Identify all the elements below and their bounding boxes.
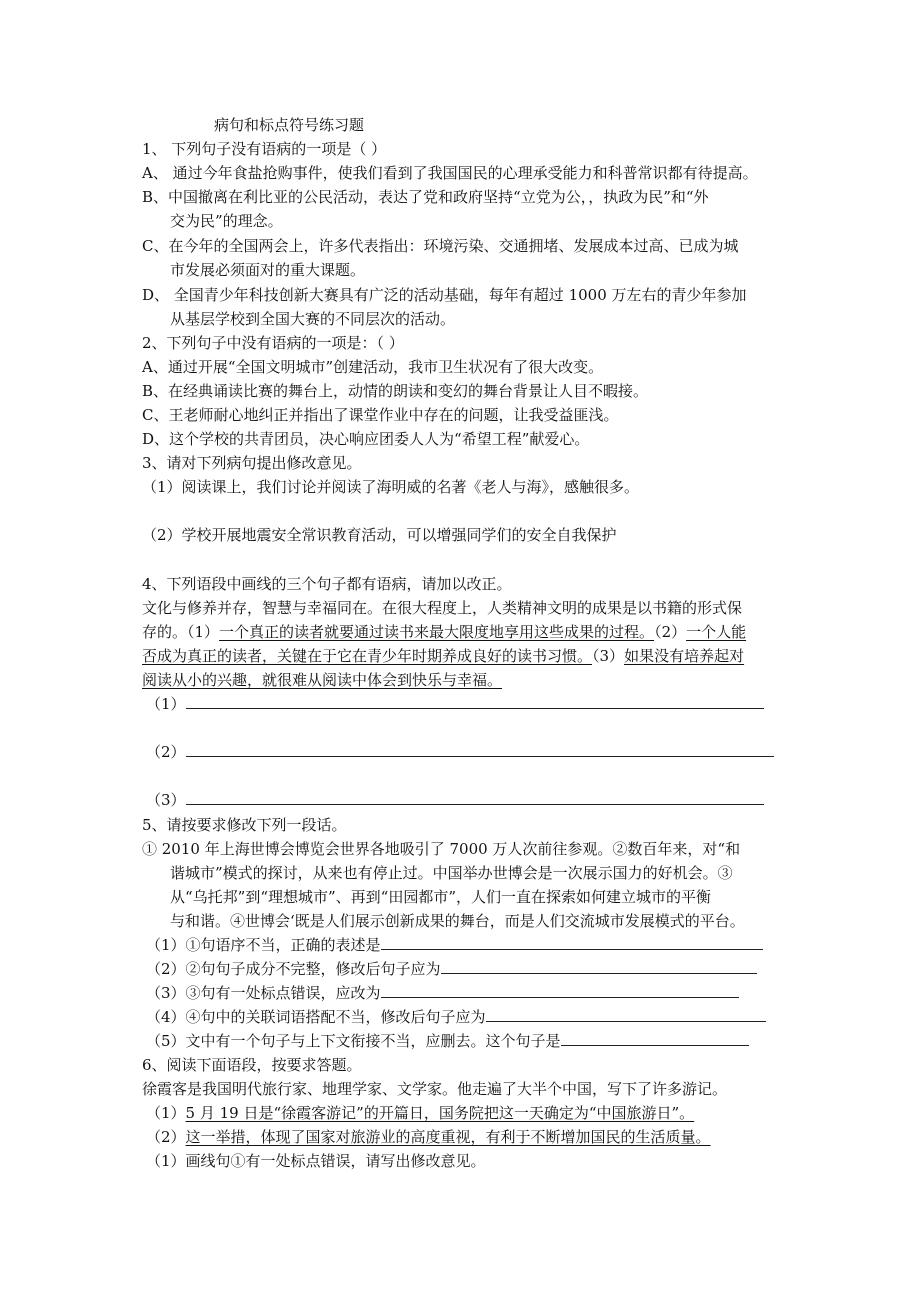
q5-item-3-blank[interactable] (381, 983, 739, 998)
q4-underlined-sentence-2: 一个人能 (686, 623, 747, 641)
q3-sentence-1: （1）阅读课上，我们讨论并阅读了海明威的名著《老人与海》，感触很多。 (142, 478, 640, 496)
q4-passage-line2 (142, 622, 746, 642)
q5-passage-line3: 从“乌托邦”到“理想城市”、再到“田园都市”，人们一直在探索如何建立城市的平衡 (170, 888, 712, 906)
q5-item-5-blank[interactable] (561, 1031, 749, 1046)
q4-answer-1-blank[interactable] (186, 694, 764, 709)
q5-item-4 (146, 1007, 766, 1027)
q4-answer-3-label: （3） (146, 791, 186, 809)
q1-option-c-line1: C、在今年的全国两会上，许多代表指出：环境污染、交通拥堵、发展成本过高、已成为城 (142, 237, 739, 255)
q4-answer-3 (146, 790, 764, 810)
q4-text: （3） (592, 647, 625, 665)
q4-answer-2-blank[interactable] (186, 742, 774, 757)
q4-passage-line4 (142, 670, 502, 690)
q2-option-d: D、这个学校的共青团员，决心响应团委人人为“希望工程”献爱心。 (142, 430, 590, 448)
q5-item-4-blank[interactable] (486, 1007, 766, 1022)
q2-option-a: A、通过开展“全国文明城市”创建活动，我市卫生状况有了很大改变。 (142, 358, 604, 376)
q4-underlined-sentence-3: 阅读从小的兴趣，就很难从阅读中体会到快乐与幸福。 (142, 671, 503, 689)
q5-passage-line2: 谐城市”模式的探讨，从来也有停止过。中国举办世博会是一次展示国力的好机会。③ (170, 864, 733, 882)
q2-option-c: C、王老师耐心地纠正并指出了课堂作业中存在的问题，让我受益匪浅。 (142, 406, 619, 424)
q4-underlined-sentence-1: 一个真正的读者就要通过读书来最大限度地享用这些成果的过程。 (219, 623, 655, 641)
q1-option-b-line2: 交为民”的理念。 (170, 212, 283, 230)
q3-sentence-2: （2）学校开展地震安全常识教育活动，可以增强同学们的安全自我保护 (142, 526, 617, 544)
q5-item-1 (146, 935, 763, 955)
q1-option-c-line2: 市发展必须面对的重大课题。 (170, 261, 366, 279)
q1-stem: 1、 下列句子没有语病的一项是（ ） (142, 140, 387, 158)
q6-underlined-sentence-2: 这一举措，体现了国家对旅游业的高度重视，有利于不断增加国民的生活质量。 (185, 1128, 711, 1146)
q4-answer-2-label: （2） (146, 743, 186, 761)
q6-stem: 6、阅读下面语段，按要求答题。 (142, 1056, 362, 1074)
q4-answer-1 (146, 694, 764, 714)
q4-text: （2） (654, 623, 687, 641)
q4-underlined-sentence-2: 否成为真正的读者，关键在于它在青少年时期养成良好的读书习惯。 (142, 647, 593, 665)
q5-stem: 5、请按要求修改下列一段话。 (142, 816, 347, 834)
q5-item-4-text: （4）④句中的关联词语搭配不当，修改后句子应为 (146, 1008, 486, 1026)
q5-item-1-text: （1）①句语序不当，正确的表述是 (146, 936, 381, 954)
page-title: 病句和标点符号练习题 (214, 116, 365, 134)
q5-item-2-blank[interactable] (441, 959, 757, 974)
q5-item-3-text: （3）③句有一处标点错误，应改为 (146, 984, 381, 1002)
q5-passage-line4: 与和谐。④世博会‘既是人们展示创新成果的舞台，而是人们交流城市发展模式的平台。 (170, 912, 745, 930)
q4-answer-1-label: （1） (146, 695, 186, 713)
q6-sentence-1-label: （1） (146, 1104, 186, 1122)
q1-option-d-line1: D、 全国青少年科技创新大赛具有广泛的活动基础，每年有超过 1000 万左右的青少年参加 (142, 286, 747, 304)
q1-option-b-line1: B、中国撤离在利比亚的公民活动，表达了党和政府坚持“立党为公，，执政为民”和“外 (142, 188, 709, 206)
q5-item-1-blank[interactable] (381, 935, 763, 950)
q6-sentence-2 (146, 1127, 711, 1147)
q5-item-2-text: （2）②句句子成分不完整，修改后句子应为 (146, 960, 441, 978)
q5-item-5-text: （5）文中有一个句子与上下文衔接不当，应删去。这个句子是 (146, 1032, 561, 1050)
q4-underlined-sentence-3: 如果没有培养起对 (624, 647, 745, 665)
q1-option-d-line2: 从基层学校到全国大赛的不同层次的活动。 (170, 310, 456, 328)
q6-underlined-sentence-1: 5 月 19 日是“徐霞客游记”的开篇日，国务院把这一天确定为“中国旅游日”。 (185, 1104, 695, 1122)
q6-sentence-2-label: （2） (146, 1128, 186, 1146)
q4-passage-line3 (142, 646, 744, 666)
q2-option-b: B、在经典诵读比赛的舞台上，动情的朗读和变幻的舞台背景让人目不暇接。 (142, 382, 649, 400)
q5-item-5 (146, 1031, 749, 1051)
q6-passage-line1: 徐霞客是我国明代旅行家、地理学家、文学家。他走遍了大半个中国，写下了许多游记。 (142, 1080, 728, 1098)
q6-sentence-1 (146, 1103, 694, 1123)
q4-answer-3-blank[interactable] (186, 790, 764, 805)
q4-passage-line1: 文化与修养并存，智慧与幸福同在。在很大程度上，人类精神文明的成果是以书籍的形式保 (142, 599, 743, 617)
q2-stem: 2、下列句子中没有语病的一项是：（ ） (142, 334, 404, 352)
q4-stem: 4、下列语段中画线的三个句子都有语病，请加以改正。 (142, 575, 512, 593)
q5-passage-line1: ① 2010 年上海世博会博览会世界各地吸引了 7000 万人次前往参观。②数百年来，对“和 (142, 840, 741, 858)
q4-text: 存的。（1） (142, 623, 220, 641)
q4-answer-2 (146, 742, 774, 762)
q1-option-a: A、 通过今年食盐抢购事件，使我们看到了我国国民的心理承受能力和科普常识都有待提高。 (142, 164, 758, 182)
q3-stem: 3、请对下列病句提出修改意见。 (142, 454, 362, 472)
q5-item-3 (146, 983, 739, 1003)
q6-item-1: （1）画线句①有一处标点错误，请写出修改意见。 (146, 1152, 486, 1170)
q5-item-2 (146, 959, 757, 979)
